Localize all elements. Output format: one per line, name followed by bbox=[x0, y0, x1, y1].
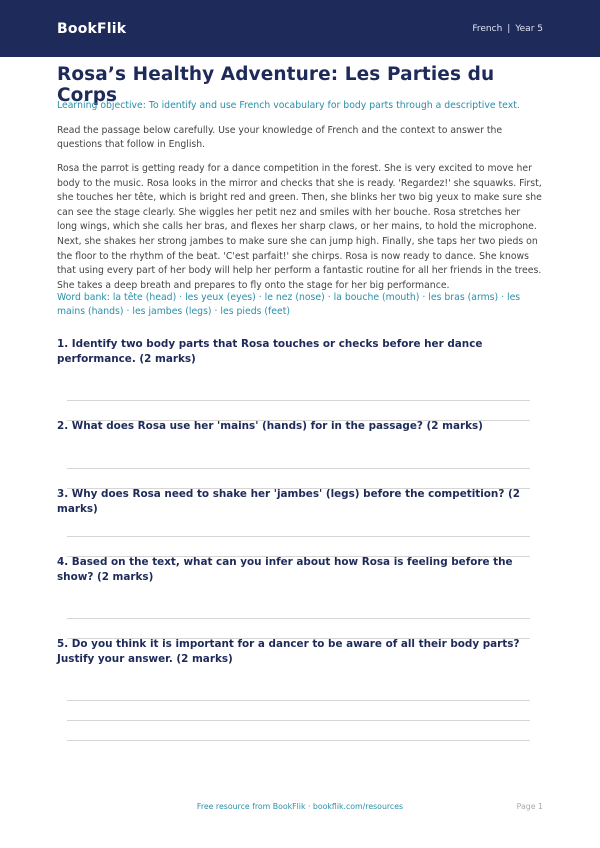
question-3: 3. Why does Rosa need to shake her 'jambes' (legs) before the competition? (2 marks) bbox=[57, 488, 520, 515]
answer-line[interactable] bbox=[67, 618, 530, 619]
question-1: 1. Identify two body parts that Rosa touches or checks before her dance performance. (2 marks) bbox=[57, 338, 483, 365]
word-bank: Word bank: la tête (head) · les yeux (eyes) · le nez (nose) · la bouche (mouth) · les bras (arms) · les mains (hands) · les jambes (legs) · les pieds (feet) bbox=[57, 292, 521, 317]
year-label: Year 5 bbox=[515, 23, 543, 34]
answer-line[interactable] bbox=[67, 740, 530, 741]
brand-logo-text: BookFlik bbox=[57, 20, 127, 37]
answer-line[interactable] bbox=[67, 468, 530, 469]
reading-passage: Rosa the parrot is getting ready for a dance competition in the forest. She is very excited to move her body to the music. Rosa looks in the mirror and checks that she is ready. 'Regardez!' she squawks. First, she touches her tête, which is bright red and green. Then, she blinks her two big yeux to make sure she can see the stage clearly. She wiggles her petit nez and smiles with her bouche. Rosa stretches her long wings, which she calls her bras, and flexes her sharp claws, or her mains, to hold the microphone. Next, she shakes her strong jambes to make sure she can jump high. Finally, she taps her two pieds on the floor to the rhythm of the beat. 'C'est parfait!' she chirps. Rosa is now ready to dance. She knows that using every part of her body will help her perform a fantastic routine for all her friends in the trees. She takes a deep breath and prepares to fly onto the stage for her big performance. bbox=[57, 163, 542, 291]
answer-line[interactable] bbox=[67, 400, 530, 401]
instructions-text: Read the passage below carefully. Use your knowledge of French and the context to answer the questions that follow in English. bbox=[57, 125, 503, 150]
header-separator: | bbox=[507, 23, 511, 34]
learning-objective: Learning objective: To identify and use French vocabulary for body parts through a descriptive text. bbox=[57, 100, 520, 111]
subject-year-label bbox=[472, 24, 543, 34]
answer-line[interactable] bbox=[67, 720, 530, 721]
question-5: 5. Do you think it is important for a dancer to be aware of all their body parts? Justify your answer. (2 marks) bbox=[57, 638, 520, 665]
answer-line[interactable] bbox=[67, 700, 530, 701]
page-number: Page 1 bbox=[516, 802, 543, 811]
question-2: 2. What does Rosa use her 'mains' (hands) for in the passage? (2 marks) bbox=[57, 420, 483, 432]
footer-credit: Free resource from BookFlik · bookflik.com/resources bbox=[196, 802, 404, 811]
header-bar bbox=[0, 0, 600, 57]
subject-label: French bbox=[472, 23, 503, 34]
page-title: Rosa’s Healthy Adventure: Les Parties du Corps bbox=[57, 64, 495, 106]
answer-line[interactable] bbox=[67, 536, 530, 537]
question-4: 4. Based on the text, what can you infer about how Rosa is feeling before the show? (2 marks) bbox=[57, 556, 513, 583]
